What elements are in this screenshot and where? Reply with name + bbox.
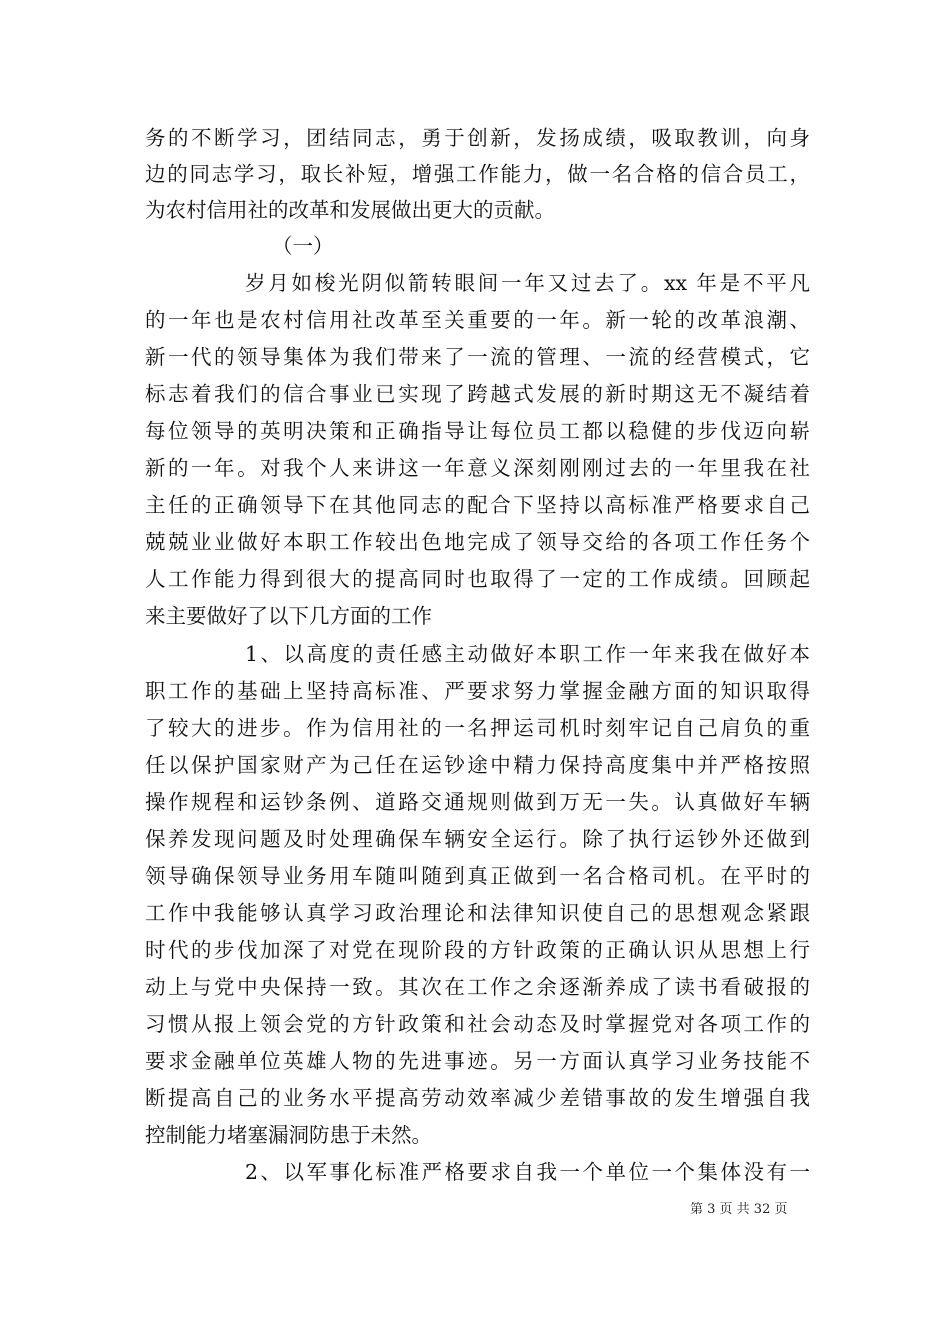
text-line: 2、以军事化标准严格要求自我一个单位一个集体没有一 [245,1160,810,1184]
text-line: 动上与党中央保持一致。其次在工作之余逐渐养成了读书看破报的 [145,975,810,999]
text-line: 新的一年。对我个人来讲这一年意义深刻刚刚过去的一年里我在社 [145,456,810,480]
text-line: 保养发现问题及时处理确保车辆安全运行。除了执行运钞外还做到 [145,827,810,851]
text-line: 断提高自己的业务水平提高劳动效率减少差错事故的发生增强自我 [145,1086,810,1110]
text-line: 职工作的基础上坚持高标准、严要求努力掌握金融方面的知识取得 [145,679,810,703]
text-line: 时代的步伐加深了对党在现阶段的方针政策的正确认识从思想上行 [145,938,810,962]
text-line: 的一年也是农村信用社改革至关重要的一年。新一轮的改革浪潮、 [145,308,810,332]
text-line: 了较大的进步。作为信用社的一名押运司机时刻牢记自己肩负的重 [145,716,810,740]
text-line: 边的同志学习，取长补短，增强工作能力，做一名合格的信合员工， [145,162,810,186]
text-line: 务的不断学习，团结同志，勇于创新，发扬成绩，吸取教训，向身 [145,126,810,150]
text-line: 控制能力堵塞漏洞防患于未然。 [145,1123,432,1147]
text-line: 兢兢业业做好本职工作较出色地完成了领导交给的各项工作任务个 [145,530,810,554]
text-line: 任以保护国家财产为己任在运钞途中精力保持高度集中并严格按照 [145,753,810,777]
text-line: 要求金融单位英雄人物的先进事迹。另一方面认真学习业务技能不 [145,1049,810,1073]
text-line: 为农村信用社的改革和发展做出更大的贡献。 [145,198,555,222]
text-line: 标志着我们的信合事业已实现了跨越式发展的新时期这无不凝结着 [145,382,810,406]
text-line: 工作中我能够认真学习政治理论和法律知识使自己的思想观念紧跟 [145,901,810,925]
text-line: 主任的正确领导下在其他同志的配合下坚持以高标准严格要求自己 [145,493,810,517]
section-heading: （一） [272,234,334,258]
page-footer: 第 3 页 共 32 页 [690,1202,788,1217]
text-line: 操作规程和运钞条例、道路交通规则做到万无一失。认真做好车辆 [145,790,810,814]
text-line: 习惯从报上领会党的方针政策和社会动态及时掌握党对各项工作的 [145,1012,810,1036]
text-line: 新一代的领导集体为我们带来了一流的管理、一流的经营模式，它 [145,345,810,369]
text-line: 1、以高度的责任感主动做好本职工作一年来我在做好本 [245,642,810,666]
text-line: 人工作能力得到很大的提高同时也取得了一定的工作成绩。回顾起 [145,567,810,591]
text-line: 来主要做好了以下几方面的工作 [145,604,432,628]
text-line: 领导确保领导业务用车随叫随到真正做到一名合格司机。在平时的 [145,864,810,888]
text-line: 每位领导的英明决策和正确指导让每位员工都以稳健的步伐迈向崭 [145,419,810,443]
text-line: 岁月如梭光阴似箭转眼间一年又过去了。xx 年是不平凡 [245,271,810,295]
